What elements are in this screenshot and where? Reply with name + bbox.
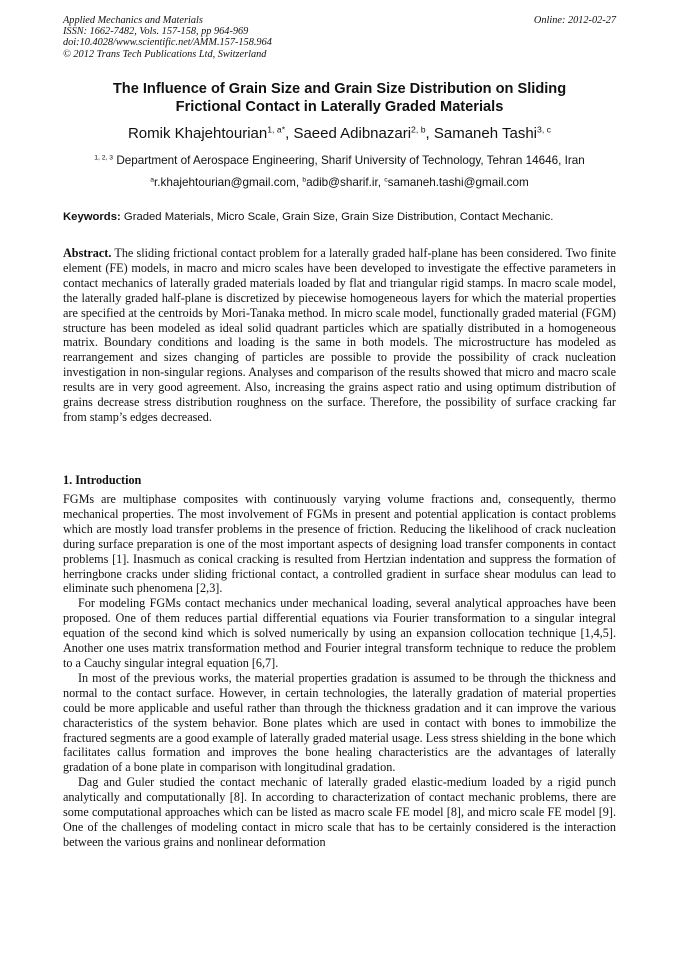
affiliation-text: Department of Aerospace Engineering, Sharif University of Technology, Tehran 14646, Iran: [116, 154, 585, 167]
author-name: Romik Khajehtourian: [127, 125, 268, 142]
author-name: Saeed Adibnazari: [293, 125, 412, 142]
author-superscript: 3, c: [537, 124, 552, 135]
keywords: [63, 210, 616, 224]
email-superscript: b: [302, 176, 307, 184]
author-separator: ,: [425, 125, 434, 142]
abstract-label: Abstract.: [63, 246, 112, 260]
keywords-text: Graded Materials, Micro Scale, Grain Size, Grain Size Distribution, Contact Mechanic.: [123, 211, 554, 223]
email-separator: ,: [377, 176, 385, 189]
copyright-line: © 2012 Trans Tech Publications Ltd, Switzerland: [63, 48, 267, 60]
title-line: The Influence of Grain Size and Grain Size Distribution on Sliding: [112, 81, 567, 97]
author-superscript: 2, b: [411, 124, 426, 135]
publication-header: [63, 15, 616, 60]
abstract-text: The sliding frictional contact problem for a laterally graded half-plane has been considered. Two finite element (FE) models, in macro and micro scales have been developed to investigate the effective parameters in contact mechanics of laterally graded materials loaded by flat and triangular rigid stamps. In macro scale model, the laterally graded half-plane is discretized by piecewise homogeneous layers for which the material properties are specified at the centroids by Mori-Tanaka method. In micro scale model, functionally graded material (FGM) structure has been modeled as ideal solid quadrant particles which are spatially distributed in a homogeneous matrix. Boundary conditions and loading is the same in both models. The microstructure has modeled as rearrangement and sizes changing of particles are possible to provide the possibility of crack nucleation investigation in non-singular regions. Analyses and comparison of the results showed that micro and macro scale results are in very good agreement. Also, increasing the grains aspect ratio and using optimum distribution of grains decrease stress distribution roughness on the surface. Therefore, the possibility of surface cracking far from stamp’s edges decreased.: [63, 246, 616, 424]
online-date: Online: 2012-02-27: [533, 15, 616, 26]
email-list: [63, 176, 616, 190]
paragraph: In most of the previous works, the material properties gradation is assumed to be through the thickness and normal to the contact surface. However, in certain technologies, the laterally gradation of material properties could be more applicable and useful rather than through the thickness gradation and it can improve the various characteristics of the system behavior. Bone plates which are used in contact with bones to immobilize the fractured segments are a good example of laterally graded material usage. Less stress shielding in the bone which facilitates callus formation and improves the bone healing characteristics are the advantages of laterally gradation of a bone plate in comparison with longitudinal gradation.: [63, 670, 616, 775]
email-superscript: a: [150, 176, 155, 184]
email-address: r.khajehtourian@gmail.com: [154, 176, 296, 189]
paragraph: For modeling FGMs contact mechanics under mechanical loading, several analytical approaches have been proposed. One of them reduces partial differential equations via Fourier transformation to a singular integral equation of the second kind which is solved numerically by using an expansion collocation technique [1,4,5]. Another one uses matrix transformation method and Fourier integral transform technique to reduce the problem to a Cauchy singular integral equation [6,7].: [63, 596, 616, 670]
email-separator: ,: [295, 176, 303, 189]
author-separator: ,: [285, 125, 294, 142]
paragraph: Dag and Guler studied the contact mechanic of laterally graded elastic-medium loaded by a rigid punch analytically and computationally [8]. In according to characterization of contact mechanic problems, there are some computational approaches which can be listed as macro scale FE model [8], and micro scale FE model [9]. One of the challenges of modeling contact in micro scale that has to be certainly considered is the interaction between the various grains and nonlinear deformation: [63, 775, 616, 849]
affiliation: [63, 154, 616, 168]
section-heading: 1. Introduction: [63, 473, 142, 487]
paragraph: FGMs are multiphase composites with continuously varying volume fractions and, consequently, thermo mechanical properties. The most involvement of FGMs in present and potential application is contact problems which are mostly load transfer problems in the presence of friction. Reducing the likelihood of crack nucleation during surface preparation is one of the most important aspects of designing load transfer components in contact problems [1]. Inasmuch as conical cracking is resulted from Hertzian indentation and suppress the formation of herringbone cracks under sliding frictional contact, a controlled gradient in surface shear modulus can lead to eliminate such phenomena [2,3].: [63, 492, 616, 596]
journal-name: Applied Mechanics and Materials: [63, 15, 203, 26]
issn-line: ISSN: 1662-7482, Vols. 157-158, pp 964-969: [63, 26, 249, 38]
author-name: Samaneh Tashi: [433, 125, 537, 142]
author-superscript: 1, a*: [267, 124, 286, 135]
affiliation-superscript: 1, 2, 3: [94, 154, 114, 162]
paper-title: [63, 80, 616, 116]
introduction-body: [63, 492, 616, 850]
email-address: adib@sharif.ir: [306, 176, 378, 189]
keywords-label: Keywords:: [63, 211, 121, 223]
email-address: samaneh.tashi@gmail.com: [387, 176, 529, 189]
email-superscript: c: [384, 176, 388, 184]
title-line: Frictional Contact in Laterally Graded Materials: [175, 99, 504, 115]
author-list: [63, 125, 616, 143]
doi-line: doi:10.4028/www.scientific.net/AMM.157-158.964: [63, 37, 272, 49]
abstract: [63, 246, 616, 425]
